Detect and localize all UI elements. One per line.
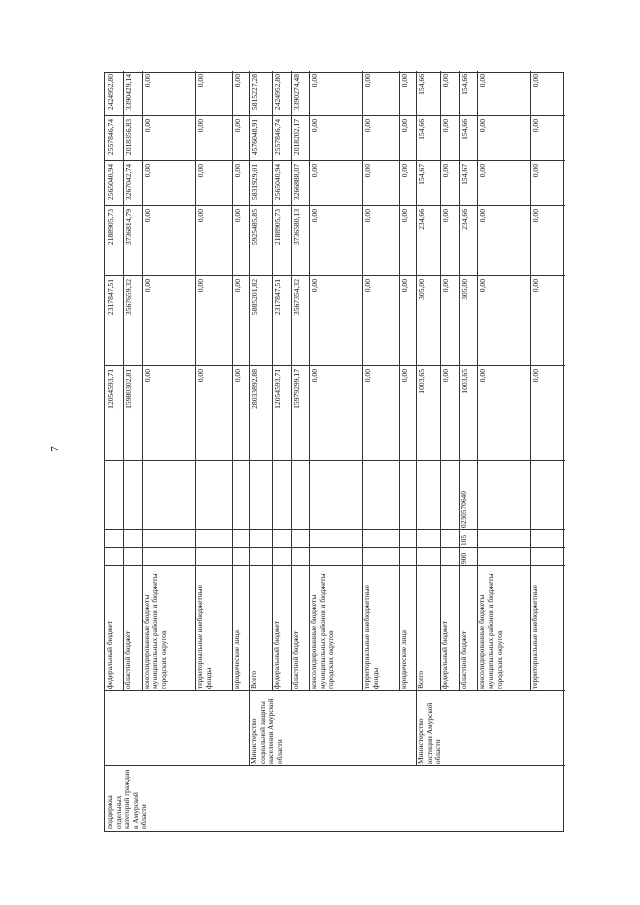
amount-cell: 5815227,28	[250, 74, 260, 111]
amount-cell: 15979299,17	[291, 369, 301, 409]
amount-cell: 3266888,07	[291, 164, 301, 201]
amount-cell: 2317847,51	[273, 279, 283, 316]
grbs-code-cell: 900	[458, 552, 468, 564]
amount-cell: 0,00	[399, 164, 409, 178]
amount-cell: 0,00	[142, 119, 152, 133]
amount-cell: 0,00	[531, 119, 541, 133]
column-border	[105, 365, 565, 366]
amount-cell: 0,00	[531, 164, 541, 178]
amount-cell: 0,00	[478, 74, 488, 88]
amount-cell: 2424952,80	[106, 74, 115, 111]
amount-cell: 12054593,71	[106, 369, 115, 409]
column-border	[105, 205, 565, 206]
amount-cell: 3567354,32	[291, 279, 301, 316]
amount-cell: 3567659,32	[124, 279, 134, 316]
amount-cell: 0,00	[399, 119, 409, 133]
amount-cell: 0,00	[232, 369, 242, 383]
amount-cell: 3390429,14	[124, 74, 134, 111]
amount-cell: 0,00	[531, 209, 541, 223]
amount-cell: 5885201,82	[250, 279, 260, 316]
amount-cell: 2317847,51	[106, 279, 115, 316]
amount-cell: 4576048,91	[250, 119, 260, 156]
amount-cell: 0,00	[142, 369, 152, 383]
funding-source-cell: Всего	[249, 670, 259, 689]
column-border	[105, 160, 565, 161]
amount-cell: 3736814,79	[124, 209, 134, 246]
executor-cell: Министерство социальной защиты населения Амурской области	[249, 698, 284, 764]
amount-cell: 0,00	[195, 119, 205, 133]
amount-cell: 15980302,81	[124, 369, 134, 409]
amount-cell: 2565040,94	[273, 164, 283, 201]
program-name-cell: поддержка отдельных категорий граждан в Амурской области	[105, 769, 149, 829]
amount-cell: 28033892,88	[250, 369, 260, 409]
amount-cell: 1003,65	[459, 369, 469, 394]
column-border	[105, 765, 565, 766]
funding-source-cell: консолидированные бюджеты муниципальных районов и бюджеты городских округов	[141, 573, 169, 689]
amount-cell: 154,66	[459, 119, 469, 140]
amount-cell: 234,66	[417, 209, 427, 230]
column-border	[105, 565, 565, 566]
funding-source-cell: юридические лица	[231, 630, 241, 689]
amount-cell: 0,00	[531, 279, 541, 293]
amount-cell: 305,00	[459, 279, 469, 300]
amount-cell: 0,00	[363, 74, 373, 88]
amount-cell: 1003,65	[417, 369, 427, 394]
executor-cell: Министерство юстиции Амурской области	[416, 702, 443, 764]
amount-cell: 2424952,80	[273, 74, 283, 111]
amount-cell: 154,66	[459, 74, 469, 95]
amount-cell: 0,00	[478, 279, 488, 293]
amount-cell: 5925485,85	[250, 209, 260, 246]
amount-cell: 5831929,01	[250, 164, 260, 201]
funding-source-cell: консолидированные бюджеты муниципальных районов и бюджеты городских округов	[477, 573, 504, 689]
column-border	[105, 529, 565, 530]
amount-cell: 0,00	[142, 74, 152, 88]
column-border	[105, 275, 565, 276]
funding-source-cell: территориальные внебюджетные фонды	[362, 585, 380, 689]
page-number: 7	[48, 446, 61, 452]
amount-cell: 0,00	[478, 119, 488, 133]
amount-cell: 0,00	[142, 209, 152, 223]
amount-cell: 0,00	[478, 209, 488, 223]
amount-cell: 0,00	[441, 279, 451, 293]
amount-cell: 0,00	[441, 119, 451, 133]
amount-cell: 154,66	[417, 74, 427, 95]
amount-cell: 0,00	[310, 279, 320, 293]
funding-source-cell: областной бюджет	[123, 630, 133, 689]
amount-cell: 154,67	[417, 164, 427, 185]
funding-source-cell: Всего	[416, 670, 426, 689]
amount-cell: 0,00	[399, 74, 409, 88]
amount-cell: 0,00	[310, 209, 320, 223]
amount-cell: 0,00	[195, 279, 205, 293]
amount-cell: 0,00	[310, 74, 320, 88]
amount-cell: 0,00	[195, 209, 205, 223]
amount-cell: 0,00	[195, 74, 205, 88]
amount-cell: 0,00	[478, 369, 488, 383]
amount-cell: 0,00	[195, 369, 205, 383]
funding-source-cell: территориальные внебюджетные фонды	[194, 585, 213, 689]
column-border	[105, 460, 565, 461]
funding-source-cell: консолидированные бюджеты муниципальных районов и бюджеты городских округов	[309, 573, 336, 689]
amount-cell: 3390274,48	[291, 74, 301, 111]
amount-cell: 0,00	[232, 119, 242, 133]
amount-cell: 305,00	[417, 279, 427, 300]
amount-cell: 154,66	[417, 119, 427, 140]
amount-cell: 0,00	[363, 209, 373, 223]
column-border	[105, 115, 565, 116]
amount-cell: 0,00	[441, 369, 451, 383]
amount-cell: 3736580,13	[291, 209, 301, 246]
amount-cell: 0,00	[363, 164, 373, 178]
amount-cell: 0,00	[399, 369, 409, 383]
amount-cell: 0,00	[441, 164, 451, 178]
rotated-page-area	[104, 72, 564, 832]
funding-source-cell: юридические лица	[398, 630, 408, 689]
amount-cell: 0,00	[441, 74, 451, 88]
funding-source-cell: федеральный бюджет	[440, 620, 450, 689]
amount-cell: 2557846,74	[273, 119, 283, 156]
amount-cell: 2565040,94	[106, 164, 115, 201]
amount-cell: 3267042,74	[124, 164, 134, 201]
amount-cell: 0,00	[232, 209, 242, 223]
amount-cell: 2557846,74	[106, 119, 115, 156]
column-border	[105, 690, 565, 691]
funding-source-cell: территориальные внебюджетные	[530, 585, 540, 689]
funding-source-cell: федеральный бюджет	[105, 620, 114, 689]
amount-cell: 154,67	[459, 164, 469, 185]
amount-cell: 0,00	[232, 279, 242, 293]
amount-cell: 2188905,73	[106, 209, 115, 246]
amount-cell: 0,00	[399, 209, 409, 223]
amount-cell: 0,00	[441, 209, 451, 223]
amount-cell: 0,00	[531, 369, 541, 383]
target-article-cell: 0230570640	[458, 491, 468, 528]
amount-cell: 2018202,17	[291, 119, 301, 156]
amount-cell: 0,00	[195, 164, 205, 178]
amount-cell: 234,66	[459, 209, 469, 230]
section-code-cell: 105	[458, 534, 468, 546]
amount-cell: 0,00	[142, 279, 152, 293]
funding-source-cell: федеральный бюджет	[272, 620, 282, 689]
amount-cell: 12054593,71	[273, 369, 283, 409]
column-border	[105, 547, 565, 548]
amount-cell: 0,00	[363, 119, 373, 133]
amount-cell: 0,00	[363, 369, 373, 383]
amount-cell: 0,00	[531, 74, 541, 88]
amount-cell: 0,00	[232, 74, 242, 88]
amount-cell: 0,00	[142, 164, 152, 178]
amount-cell: 0,00	[399, 279, 409, 293]
amount-cell: 0,00	[363, 279, 373, 293]
amount-cell: 0,00	[478, 164, 488, 178]
funding-source-cell: областной бюджет	[458, 630, 468, 689]
amount-cell: 0,00	[310, 164, 320, 178]
amount-cell: 0,00	[310, 119, 320, 133]
budget-table	[104, 72, 564, 832]
amount-cell: 0,00	[310, 369, 320, 383]
amount-cell: 0,00	[232, 164, 242, 178]
amount-cell: 2188905,73	[273, 209, 283, 246]
funding-source-cell: областной бюджет	[290, 630, 300, 689]
amount-cell: 2018356,83	[124, 119, 134, 156]
